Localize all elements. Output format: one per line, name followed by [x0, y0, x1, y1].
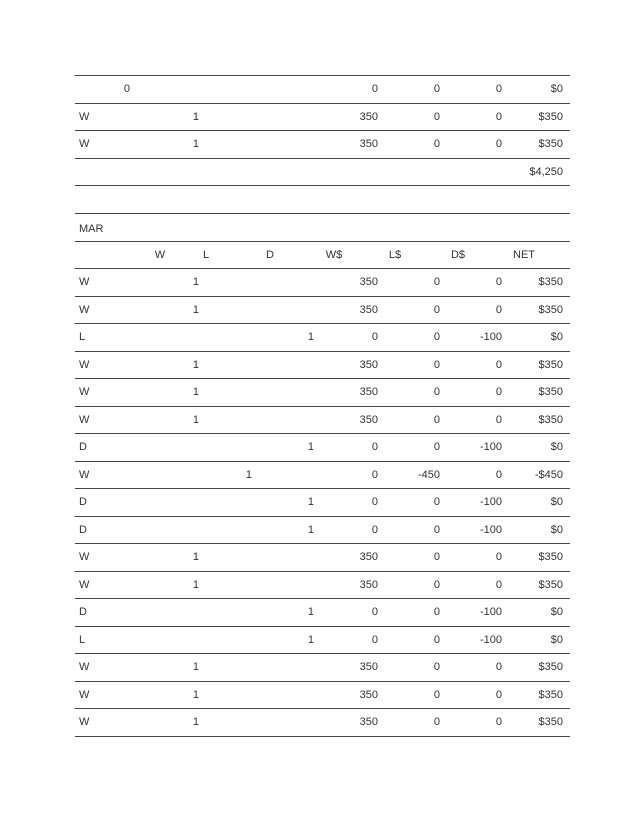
cell-l [199, 352, 252, 379]
cell-result: W [79, 303, 90, 316]
data-rows [75, 268, 570, 737]
cell-d-amount: -100 [479, 633, 502, 646]
cell-l-amount: 0 [433, 551, 440, 564]
cell-result: D [79, 606, 87, 619]
cell-l [199, 269, 252, 296]
cell-w: 1 [192, 413, 199, 426]
cell-d [252, 462, 314, 489]
cell-w-amount: 350 [359, 386, 378, 399]
table-row [75, 268, 570, 296]
cell-l-amount: 0 [433, 441, 440, 454]
spreadsheet [75, 75, 570, 737]
cell-w: 1 [192, 358, 199, 371]
cell-result: W [79, 138, 90, 151]
cell-w [137, 627, 199, 654]
cell-d-amount: -100 [479, 331, 502, 344]
header-w: W [154, 248, 166, 261]
cell-l [199, 599, 252, 626]
cell-w-amount: 0 [371, 441, 378, 454]
cell-l-amount: 0 [433, 303, 440, 316]
cell-l [199, 544, 252, 571]
cell-l-amount: 0 [433, 386, 440, 399]
cell-d: 1 [307, 606, 314, 619]
cell-d-amount: 0 [495, 303, 502, 316]
cell-l-amount: 0 [433, 716, 440, 729]
cell-w-amount: 0 [371, 633, 378, 646]
cell-net: $350 [538, 303, 563, 316]
cell-d-amount: -100 [479, 523, 502, 536]
table-row [75, 708, 570, 737]
table-row [75, 130, 570, 158]
cell-w-amount: 0 [371, 523, 378, 536]
cell-result: D [79, 523, 87, 536]
cell-d: 1 [307, 523, 314, 536]
table-row [75, 323, 570, 351]
cell-w-amount: 350 [359, 661, 378, 674]
cell-w [137, 517, 199, 544]
cell-d [252, 352, 314, 379]
table-row [75, 378, 570, 406]
cell-d-amount: 0 [495, 138, 502, 151]
cell-d-amount: 0 [495, 413, 502, 426]
cell-net: $350 [538, 688, 563, 701]
cell-net: $350 [538, 138, 563, 151]
cell-l-amount: 0 [433, 138, 440, 151]
cell-w: 1 [192, 551, 199, 564]
cell-d: 1 [307, 633, 314, 646]
cell-result: W [79, 551, 90, 564]
table-row [75, 461, 570, 489]
cell-w [137, 489, 199, 516]
cell-w-amount: 350 [359, 716, 378, 729]
cell-d-amount: 0 [495, 358, 502, 371]
cell-result: W [79, 386, 90, 399]
cell-w: 1 [192, 386, 199, 399]
cell-l [199, 297, 252, 324]
cell-l-amount: 0 [433, 110, 440, 123]
running-total: $4,250 [529, 165, 563, 178]
cell-d: 1 [307, 331, 314, 344]
cell-w [137, 434, 199, 461]
cell-l [199, 709, 252, 736]
total-row [75, 158, 570, 186]
cell-net: $0 [550, 331, 563, 344]
table-row [75, 488, 570, 516]
header-row [75, 241, 570, 269]
cell-l-amount: 0 [433, 688, 440, 701]
cell-w: 1 [192, 138, 199, 151]
cell-l [199, 572, 252, 599]
table-row [75, 598, 570, 626]
cell-w-amount: 350 [359, 303, 378, 316]
table-row [75, 75, 570, 103]
cell-l-amount: 0 [433, 523, 440, 536]
cell-net: $0 [550, 523, 563, 536]
header-l: L [202, 248, 210, 261]
cell-d-amount: 0 [495, 83, 502, 96]
cell-net: $350 [538, 110, 563, 123]
table-row [75, 433, 570, 461]
header-d-amount: D$ [450, 248, 466, 261]
header-d: D [266, 248, 274, 261]
cell-d-amount: 0 [495, 276, 502, 289]
cell-l-amount: 0 [433, 276, 440, 289]
cell-d: 1 [307, 496, 314, 509]
cell-result: W [79, 578, 90, 591]
table-row [75, 296, 570, 324]
cell-l [199, 654, 252, 681]
cell-w-amount: 350 [359, 551, 378, 564]
cell-l [199, 682, 252, 709]
cell-l [199, 489, 252, 516]
cell-d [252, 544, 314, 571]
cell-d [252, 654, 314, 681]
cell-result: W [79, 716, 90, 729]
cell-d-amount: 0 [495, 661, 502, 674]
cell-w [137, 462, 199, 489]
cell-l-amount: 0 [433, 413, 440, 426]
cell-result: W [79, 276, 90, 289]
cell-result: D [79, 441, 87, 454]
table-row [75, 103, 570, 131]
cell-w-amount: 350 [359, 138, 378, 151]
cell-d-amount: 0 [495, 716, 502, 729]
cell-l [199, 324, 252, 351]
cell-w-amount: 350 [359, 578, 378, 591]
cell-l-amount: 0 [433, 496, 440, 509]
cell-l [199, 434, 252, 461]
cell-w: 1 [192, 716, 199, 729]
cell-l-amount: 0 [433, 633, 440, 646]
cell-w: 1 [192, 276, 199, 289]
cell-w-amount: 0 [371, 83, 378, 96]
cell-d-amount: 0 [495, 578, 502, 591]
cell-result: W [79, 688, 90, 701]
cell-l-amount: 0 [433, 578, 440, 591]
cell-w [137, 324, 199, 351]
cell-w: 1 [192, 661, 199, 674]
cell-net: $0 [550, 606, 563, 619]
cell-net: $0 [550, 496, 563, 509]
cell-w-amount: 350 [359, 110, 378, 123]
cell-w-amount: 0 [371, 331, 378, 344]
cell-d [252, 269, 314, 296]
cell-l-amount: 0 [433, 661, 440, 674]
cell-d-amount: -100 [479, 496, 502, 509]
cell-net: $350 [538, 358, 563, 371]
cell-w-amount: 350 [359, 688, 378, 701]
cell-net: $350 [538, 276, 563, 289]
cell-d-amount: -100 [479, 441, 502, 454]
cell-l-amount: 0 [433, 83, 440, 96]
cell-net: -$450 [534, 468, 563, 481]
cell-result: L [79, 633, 86, 646]
cell-d [252, 407, 314, 434]
cell-net: $0 [550, 633, 563, 646]
header-l-amount: L$ [388, 248, 402, 261]
cell-d-amount: 0 [495, 468, 502, 481]
cell-d [252, 379, 314, 406]
month-label: MAR [79, 223, 104, 236]
cell-net: $0 [550, 83, 563, 96]
header-net: NET [513, 248, 535, 261]
table-row [75, 543, 570, 571]
cell-result: W [79, 468, 90, 481]
table-row [75, 626, 570, 654]
cell-d-amount: -100 [479, 606, 502, 619]
cell-d [252, 682, 314, 709]
cell-l-amount: -450 [417, 468, 440, 481]
cell-w-amount: 350 [359, 276, 378, 289]
cell-net: $350 [538, 413, 563, 426]
cell-result: W [79, 413, 90, 426]
spacer-row [75, 185, 570, 213]
table-row [75, 351, 570, 379]
table-row [75, 516, 570, 544]
cell-w: 1 [192, 688, 199, 701]
cell-w: 1 [192, 578, 199, 591]
cell-result: W [79, 661, 90, 674]
cell-l [199, 627, 252, 654]
cell-l-amount: 0 [433, 358, 440, 371]
cell-count: 0 [123, 83, 130, 96]
cell-d [252, 709, 314, 736]
cell-net: $350 [538, 386, 563, 399]
cell-net: $350 [538, 551, 563, 564]
cell-net: $350 [538, 716, 563, 729]
cell-d-amount: 0 [495, 551, 502, 564]
cell-w: 1 [192, 110, 199, 123]
section-label-row [75, 213, 570, 241]
cell-w-amount: 0 [371, 606, 378, 619]
cell-w [137, 599, 199, 626]
cell-net: $350 [538, 578, 563, 591]
cell-net: $0 [550, 441, 563, 454]
cell-result: W [79, 358, 90, 371]
cell-w-amount: 0 [371, 468, 378, 481]
cell-l-amount: 0 [433, 606, 440, 619]
cell-w-amount: 0 [371, 496, 378, 509]
table-row [75, 571, 570, 599]
cell-l [199, 517, 252, 544]
cell-w: 1 [192, 303, 199, 316]
cell-result: D [79, 496, 87, 509]
table-row [75, 653, 570, 681]
cell-d [252, 572, 314, 599]
table-row [75, 406, 570, 434]
cell-l: 1 [245, 468, 252, 481]
cell-d: 1 [307, 441, 314, 454]
cell-d-amount: 0 [495, 688, 502, 701]
cell-d [252, 297, 314, 324]
cell-d-amount: 0 [495, 110, 502, 123]
cell-d-amount: 0 [495, 386, 502, 399]
cell-net: $350 [538, 661, 563, 674]
cell-result: W [79, 110, 90, 123]
cell-result: L [79, 331, 86, 344]
cell-w-amount: 350 [359, 413, 378, 426]
cell-l [199, 379, 252, 406]
header-w-amount: W$ [325, 248, 343, 261]
cell-l [199, 407, 252, 434]
cell-l-amount: 0 [433, 331, 440, 344]
table-row [75, 681, 570, 709]
cell-w-amount: 350 [359, 358, 378, 371]
